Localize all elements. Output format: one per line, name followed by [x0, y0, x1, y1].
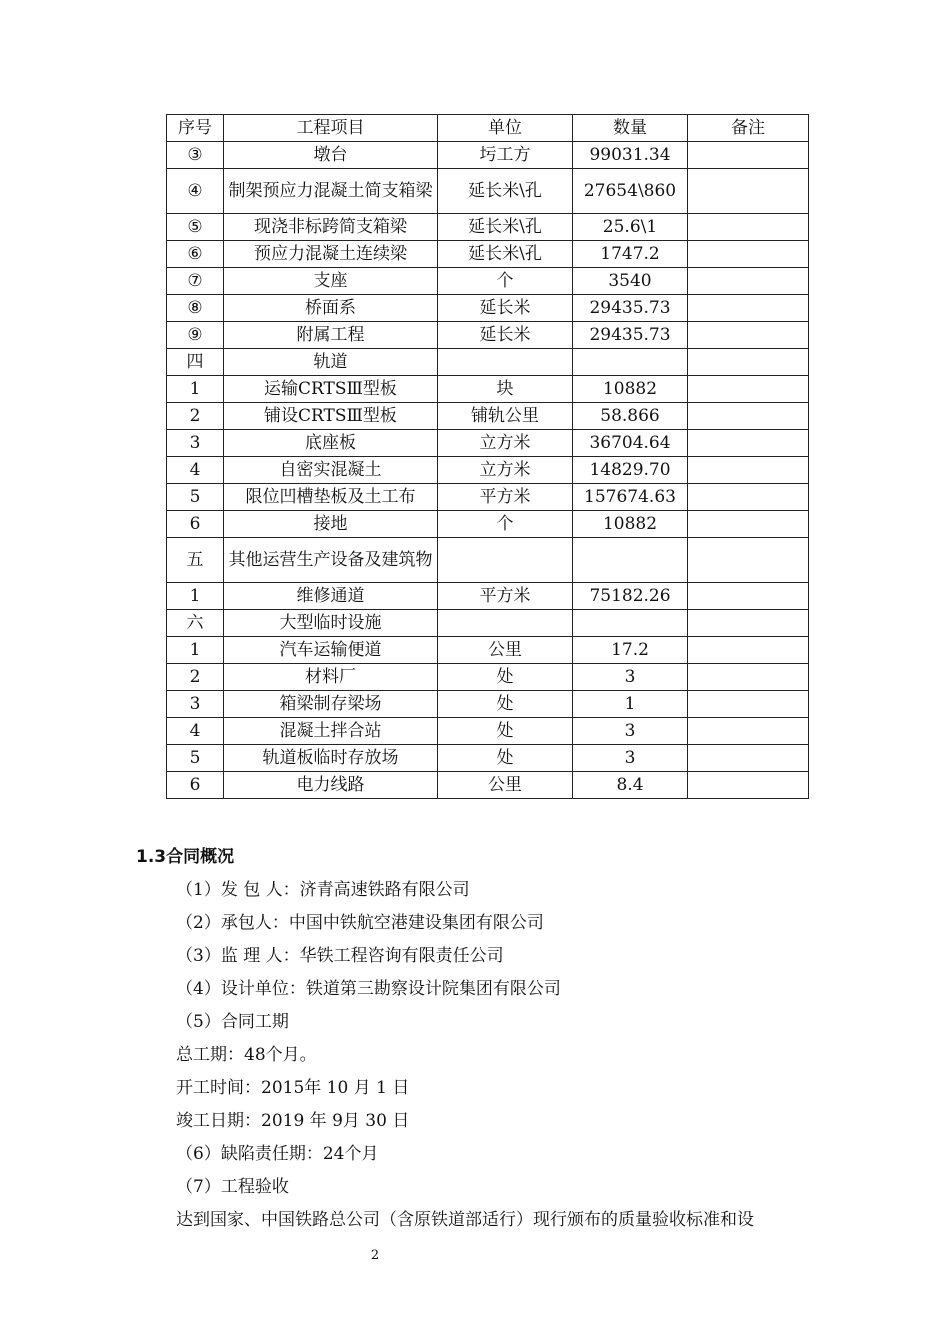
paragraph-line: （2）承包人：中国中铁航空港建设集团有限公司	[176, 913, 544, 933]
cell-qty: 29435.73	[573, 295, 688, 322]
cell-item: 轨道板临时存放场	[224, 745, 438, 772]
paragraph-line: （1）发 包 人：济青高速铁路有限公司	[176, 880, 470, 900]
paragraph-line: （6）缺陷责任期：24个月	[176, 1144, 379, 1164]
table-row	[167, 214, 809, 241]
cell-unit: 处	[438, 691, 573, 718]
cell-item: 轨道	[224, 349, 438, 376]
cell-unit: 延长米\孔	[438, 241, 573, 268]
cell-item: 支座	[224, 268, 438, 295]
cell-note	[688, 484, 809, 511]
cell-item: 混凝土拌合站	[224, 718, 438, 745]
cell-no: ⑧	[167, 295, 224, 322]
cell-item: 运输CRTSⅢ型板	[224, 376, 438, 403]
paragraph-line: 总工期：48个月。	[176, 1045, 317, 1065]
cell-qty: 99031.34	[573, 142, 688, 169]
cell-item: 电力线路	[224, 772, 438, 799]
cell-no: 1	[167, 376, 224, 403]
cell-note	[688, 511, 809, 538]
page-number: 2	[370, 1248, 380, 1263]
cell-item: 现浇非标跨简支箱梁	[224, 214, 438, 241]
table-row	[167, 457, 809, 484]
cell-qty: 14829.70	[573, 457, 688, 484]
cell-qty: 3540	[573, 268, 688, 295]
paragraph-line: 开工时间：2015年 10 月 1 日	[176, 1078, 410, 1098]
header-cell-qty: 数量	[573, 115, 688, 142]
cell-note	[688, 214, 809, 241]
cell-unit: 个	[438, 511, 573, 538]
table-row	[167, 511, 809, 538]
cell-unit: 公里	[438, 772, 573, 799]
cell-note	[688, 349, 809, 376]
cell-no: ④	[167, 169, 224, 214]
cell-unit: 延长米\孔	[438, 169, 573, 214]
cell-unit: 延长米\孔	[438, 214, 573, 241]
cell-unit	[438, 349, 573, 376]
table-row	[167, 664, 809, 691]
table-row	[167, 142, 809, 169]
paragraph-line: （7）工程验收	[176, 1177, 289, 1197]
cell-unit	[438, 538, 573, 583]
cell-item: 箱梁制存梁场	[224, 691, 438, 718]
cell-item: 预应力混凝土连续梁	[224, 241, 438, 268]
cell-note	[688, 664, 809, 691]
cell-unit: 处	[438, 664, 573, 691]
cell-no: 1	[167, 583, 224, 610]
cell-note	[688, 718, 809, 745]
cell-no: 4	[167, 457, 224, 484]
cell-unit: 块	[438, 376, 573, 403]
cell-unit: 延长米	[438, 322, 573, 349]
table-row	[167, 583, 809, 610]
cell-note	[688, 241, 809, 268]
cell-note	[688, 637, 809, 664]
cell-qty	[573, 538, 688, 583]
cell-note	[688, 457, 809, 484]
cell-item: 铺设CRTSⅢ型板	[224, 403, 438, 430]
table-row	[167, 169, 809, 214]
table-row	[167, 295, 809, 322]
cell-qty: 36704.64	[573, 430, 688, 457]
cell-no: 四	[167, 349, 224, 376]
cell-note	[688, 772, 809, 799]
table-row	[167, 637, 809, 664]
cell-item: 材料厂	[224, 664, 438, 691]
cell-unit: 平方米	[438, 484, 573, 511]
paragraph-line: 达到国家、中国铁路总公司（含原铁道部适行）现行颁布的质量验收标准和设	[176, 1210, 754, 1230]
cell-note	[688, 610, 809, 637]
table-row	[167, 484, 809, 511]
table-row	[167, 691, 809, 718]
cell-item: 墩台	[224, 142, 438, 169]
cell-no: 6	[167, 511, 224, 538]
cell-item: 制架预应力混凝土简支箱梁	[224, 169, 438, 214]
paragraph-line: （3）监 理 人：华铁工程咨询有限责任公司	[176, 946, 504, 966]
cell-item: 自密实混凝土	[224, 457, 438, 484]
cell-no: ⑥	[167, 241, 224, 268]
cell-qty: 3	[573, 664, 688, 691]
cell-no: ⑦	[167, 268, 224, 295]
table-row	[167, 430, 809, 457]
cell-no: 2	[167, 403, 224, 430]
cell-qty: 8.4	[573, 772, 688, 799]
table-row	[167, 349, 809, 376]
table-row	[167, 268, 809, 295]
cell-unit: 延长米	[438, 295, 573, 322]
cell-unit: 圬工方	[438, 142, 573, 169]
cell-item: 汽车运输便道	[224, 637, 438, 664]
cell-unit: 处	[438, 745, 573, 772]
table-row	[167, 538, 809, 583]
cell-item: 其他运营生产设备及建筑物	[224, 538, 438, 583]
cell-no: 3	[167, 691, 224, 718]
cell-qty: 75182.26	[573, 583, 688, 610]
cell-unit: 平方米	[438, 583, 573, 610]
cell-no: 5	[167, 745, 224, 772]
cell-no: ③	[167, 142, 224, 169]
cell-qty	[573, 349, 688, 376]
cell-item: 接地	[224, 511, 438, 538]
cell-no: 六	[167, 610, 224, 637]
paragraph-line: （5）合同工期	[176, 1012, 289, 1032]
header-cell-no: 序号	[167, 115, 224, 142]
cell-no: 6	[167, 772, 224, 799]
table-header-row	[167, 115, 809, 142]
cell-qty	[573, 610, 688, 637]
cell-unit: 立方米	[438, 457, 573, 484]
cell-unit: 铺轨公里	[438, 403, 573, 430]
cell-unit: 处	[438, 718, 573, 745]
cell-qty: 27654\860	[573, 169, 688, 214]
cell-note	[688, 169, 809, 214]
cell-note	[688, 538, 809, 583]
cell-unit: 立方米	[438, 430, 573, 457]
cell-note	[688, 403, 809, 430]
cell-no: ⑨	[167, 322, 224, 349]
cell-qty: 1	[573, 691, 688, 718]
cell-unit: 个	[438, 268, 573, 295]
table-row	[167, 403, 809, 430]
table-row	[167, 745, 809, 772]
cell-qty: 1747.2	[573, 241, 688, 268]
cell-no: 1	[167, 637, 224, 664]
cell-unit	[438, 610, 573, 637]
cell-no: 2	[167, 664, 224, 691]
cell-item: 限位凹槽垫板及土工布	[224, 484, 438, 511]
cell-note	[688, 745, 809, 772]
cell-unit: 公里	[438, 637, 573, 664]
cell-qty: 3	[573, 745, 688, 772]
cell-note	[688, 322, 809, 349]
header-cell-unit: 单位	[438, 115, 573, 142]
table-row	[167, 376, 809, 403]
cell-qty: 25.6\1	[573, 214, 688, 241]
header-cell-note: 备注	[688, 115, 809, 142]
cell-no: 4	[167, 718, 224, 745]
cell-qty: 10882	[573, 511, 688, 538]
section-heading: 1.3合同概况	[136, 847, 235, 867]
cell-note	[688, 691, 809, 718]
cell-no: 5	[167, 484, 224, 511]
cell-note	[688, 268, 809, 295]
cell-note	[688, 583, 809, 610]
cell-item: 维修通道	[224, 583, 438, 610]
cell-item: 附属工程	[224, 322, 438, 349]
cell-qty: 3	[573, 718, 688, 745]
cell-qty: 17.2	[573, 637, 688, 664]
header-cell-item: 工程项目	[224, 115, 438, 142]
cell-no: 3	[167, 430, 224, 457]
cell-note	[688, 295, 809, 322]
quantity-table	[166, 114, 809, 799]
paragraph-line: （4）设计单位：铁道第三勘察设计院集团有限公司	[176, 979, 561, 999]
cell-item: 桥面系	[224, 295, 438, 322]
cell-item: 大型临时设施	[224, 610, 438, 637]
cell-qty: 58.866	[573, 403, 688, 430]
paragraph-line: 竣工日期：2019 年 9月 30 日	[176, 1111, 410, 1131]
table-row	[167, 610, 809, 637]
cell-note	[688, 142, 809, 169]
table-row	[167, 718, 809, 745]
cell-qty: 10882	[573, 376, 688, 403]
table-row	[167, 322, 809, 349]
cell-qty: 157674.63	[573, 484, 688, 511]
table-row	[167, 241, 809, 268]
cell-no: ⑤	[167, 214, 224, 241]
cell-item: 底座板	[224, 430, 438, 457]
cell-no: 五	[167, 538, 224, 583]
cell-qty: 29435.73	[573, 322, 688, 349]
cell-note	[688, 376, 809, 403]
table-row	[167, 772, 809, 799]
cell-note	[688, 430, 809, 457]
